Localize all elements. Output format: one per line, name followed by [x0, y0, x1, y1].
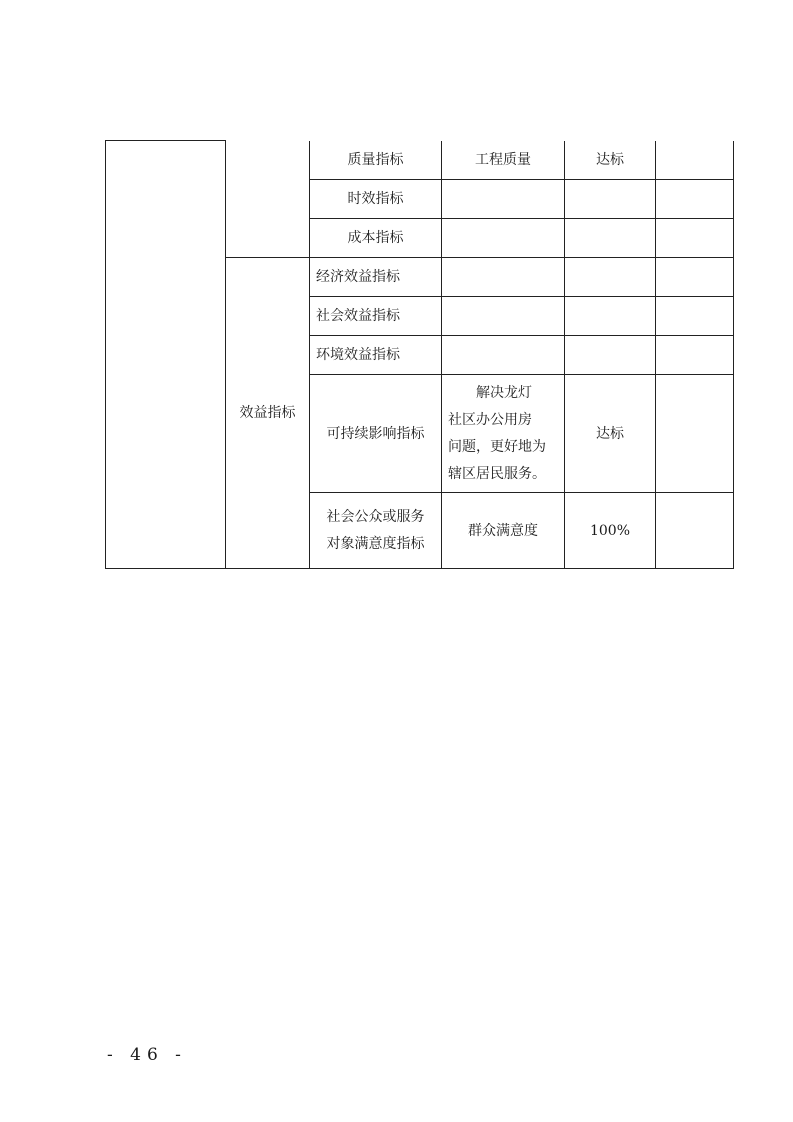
indicator-line: 对象满意度指标: [326, 535, 425, 552]
value-cell: [565, 219, 656, 258]
note-cell: [656, 493, 734, 569]
note-cell: [656, 336, 734, 375]
content-cell: [442, 258, 565, 297]
value-cell: [565, 180, 656, 219]
note-cell: [656, 141, 734, 180]
performance-indicator-table: [105, 140, 734, 569]
content-cell: [442, 180, 565, 219]
value-cell: [565, 336, 656, 375]
note-cell: [656, 375, 734, 493]
note-cell: [656, 219, 734, 258]
note-cell: [656, 180, 734, 219]
page-number: - 46 -: [107, 1045, 187, 1065]
indicator-cell: 时效指标: [310, 180, 442, 219]
value-cell: 100%: [565, 493, 656, 569]
content-line: 解决龙灯: [476, 384, 532, 401]
indicator-line: 社会公众或服务: [326, 508, 425, 525]
content-line: 社区办公用房: [448, 411, 532, 428]
content-cell: [442, 375, 565, 493]
value-cell: [565, 258, 656, 297]
indicator-cell: 经济效益指标: [310, 258, 442, 297]
indicator-cell: 质量指标: [310, 141, 442, 180]
indicator-cell: [310, 493, 442, 569]
value-cell: 达标: [565, 375, 656, 493]
content-line: 问题，更好地为: [448, 438, 546, 455]
indicator-cell: 环境效益指标: [310, 336, 442, 375]
level2-output-cell: [226, 141, 310, 258]
content-cell: [442, 336, 565, 375]
content-line: 辖区居民服务。: [448, 465, 546, 482]
table-row: [106, 141, 734, 180]
note-cell: [656, 258, 734, 297]
value-cell: [565, 297, 656, 336]
content-cell: [442, 219, 565, 258]
value-cell: 达标: [565, 141, 656, 180]
level1-indicator-cell: [106, 141, 226, 569]
content-cell: [442, 297, 565, 336]
level2-efficiency-cell: 效益指标: [226, 258, 310, 569]
content-cell: 群众满意度: [442, 493, 565, 569]
content-cell: 工程质量: [442, 141, 565, 180]
note-cell: [656, 297, 734, 336]
indicator-cell: 社会效益指标: [310, 297, 442, 336]
indicator-cell: 可持续影响指标: [310, 375, 442, 493]
indicator-cell: 成本指标: [310, 219, 442, 258]
